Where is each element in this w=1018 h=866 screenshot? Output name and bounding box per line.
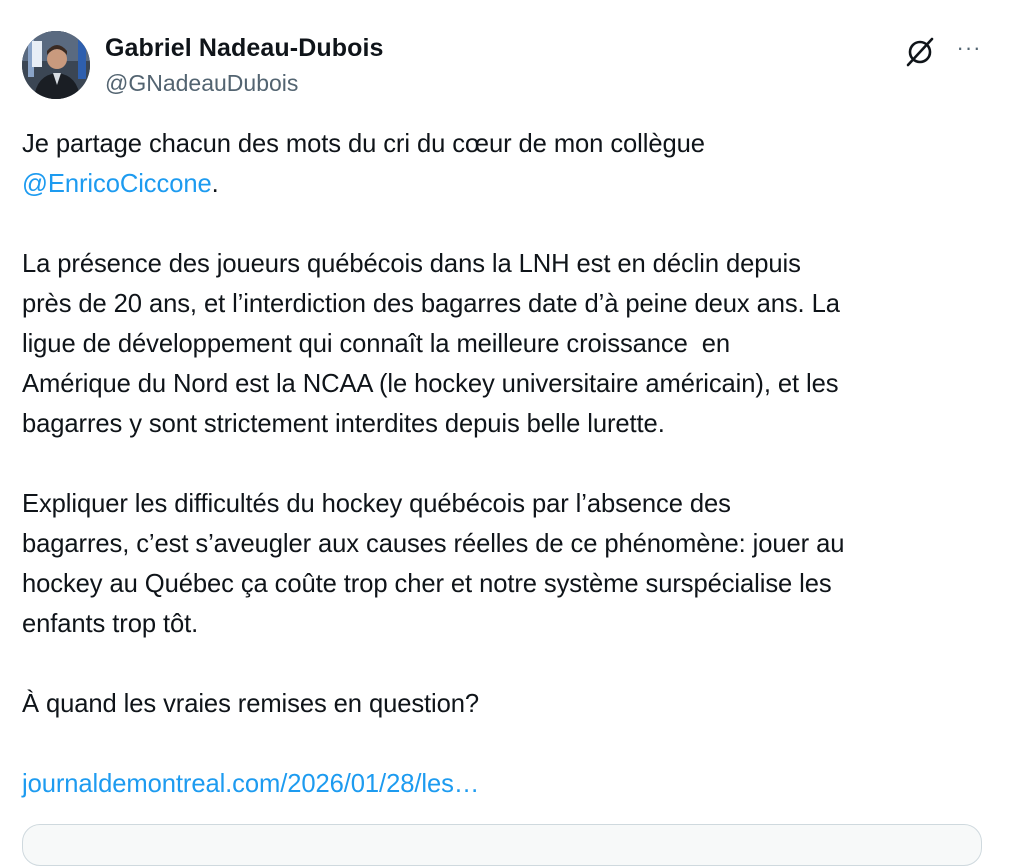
tweet-paragraph — [22, 244, 997, 444]
tweet-text — [22, 124, 997, 844]
tweet-line: enfants trop tôt. — [22, 610, 199, 638]
mention-link[interactable]: @EnricoCiccone — [22, 170, 212, 198]
tweet-line: bagarres y sont strictement interdites depuis belle lurette. — [22, 410, 665, 438]
tweet-line: La présence des joueurs québécois dans la LNH est en déclin depuis — [22, 250, 801, 278]
tweet-line: ligue de développement qui connaît la meilleure croissance en — [22, 330, 731, 358]
mention-suffix: . — [211, 170, 219, 198]
more-icon[interactable]: ··· — [956, 35, 982, 60]
tweet-line: Expliquer les difficultés du hockey québécois par l’absence des — [22, 490, 731, 518]
tweet-paragraph — [22, 124, 997, 204]
link-preview-card[interactable] — [22, 824, 982, 866]
grok-icon[interactable] — [903, 35, 937, 69]
tweet-paragraph — [22, 484, 997, 644]
author-name[interactable]: Gabriel Nadeau-Dubois — [105, 34, 384, 62]
tweet-line: Amérique du Nord est la NCAA (le hockey universitaire américain), et les — [22, 370, 839, 398]
avatar[interactable] — [22, 31, 90, 99]
tweet-line: Je partage chacun des mots du cri du cœur de mon collègue — [22, 130, 705, 158]
tweet-line: bagarres, c’est s’aveugler aux causes réelles de ce phénomène: jouer au — [22, 530, 845, 558]
tweet-paragraph — [22, 764, 997, 804]
tweet-line: près de 20 ans, et l’interdiction des bagarres date d’à peine deux ans. La — [22, 290, 840, 318]
author-handle[interactable]: @GNadeauDubois — [105, 70, 299, 96]
tweet-line: hockey au Québec ça coûte trop cher et notre système surspécialise les — [22, 570, 832, 598]
article-link[interactable]: journaldemontreal.com/2026/01/28/les… — [22, 770, 480, 798]
tweet-paragraph — [22, 684, 997, 724]
tweet-line: À quand les vraies remises en question? — [22, 690, 480, 718]
